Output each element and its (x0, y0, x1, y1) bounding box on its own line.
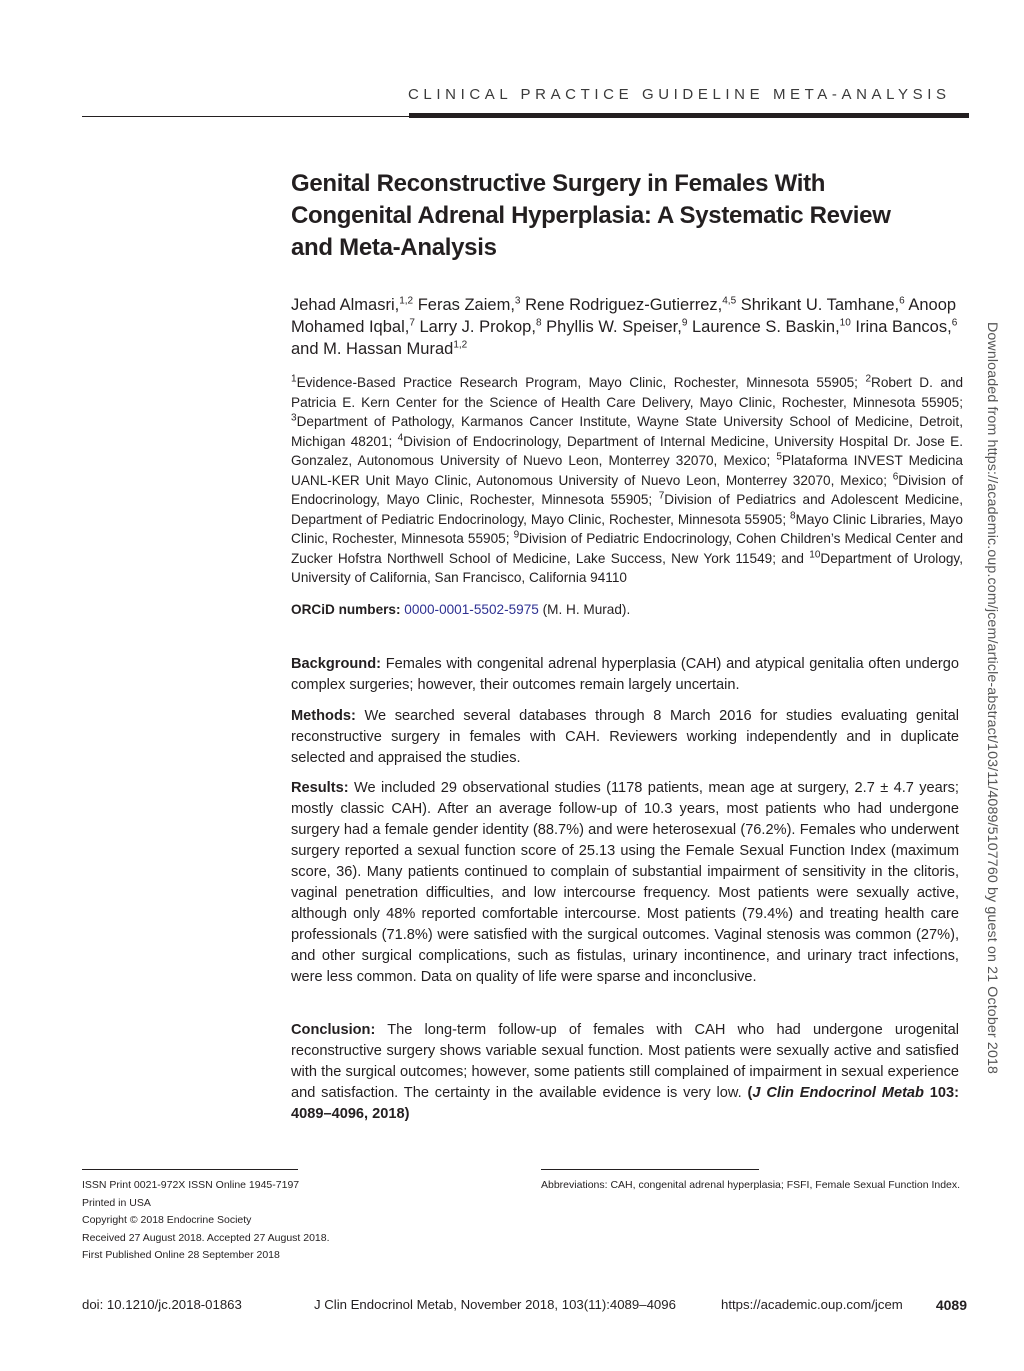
author-list (291, 294, 981, 360)
footnote-rule (541, 1169, 759, 1170)
author: Larry J. Prokop,$^8$ (419, 317, 542, 336)
abbreviations-note: Abbreviations: CAH, congenital adrenal hyperplasia; FSFI, Female Sexual Function Index. (541, 1179, 961, 1191)
printed-line: Printed in USA (82, 1196, 151, 1209)
journal-citation: J Clin Endocrinol Metab, November 2018, 103(11):4089–4096 (314, 1297, 676, 1312)
author: Shrikant U. Tamhane,$^6$ (740, 295, 905, 314)
author: Irina Bancos,$^6$ (855, 317, 958, 336)
author: Jehad Almasri,$^{1,2}$ (291, 295, 414, 314)
publication-info (82, 1177, 502, 1265)
header-rule-thin (82, 116, 409, 117)
download-sidebar (976, 322, 1006, 1075)
author: Anoop Mohamed Iqbal,$^7$ (291, 296, 957, 336)
header-rule-thick (409, 113, 969, 118)
issn-line: ISSN Print 0021-972X ISSN Online 1945-7197 (82, 1179, 300, 1191)
abstract-methods: Methods: We searched several databases through 8 March 2016 for studies evaluating genital reconstructive surgery in females with CAH. Reviewers working independently and in duplicate selected and appraised the studies. (291, 708, 959, 766)
page-footer (82, 1297, 967, 1317)
footnote-rule (82, 1169, 298, 1170)
section-label: CLINICAL PRACTICE GUIDELINE META-ANALYSIS (408, 86, 951, 103)
abstract-background: Background: Females with congenital adrenal hyperplasia (CAH) and atypical genitalia often undergo complex surgeries; however, their outcomes remain largely uncertain. (291, 656, 959, 693)
article-title: Genital Reconstructive Surgery in Females With Congenital Adrenal Hyperplasia: A Systematic Review and Meta-Analysis (291, 170, 891, 261)
orcid-owner: (M. H. Murad). (542, 602, 631, 617)
copyright-line: Copyright © 2018 Endocrine Society (82, 1214, 252, 1226)
published-line: First Published Online 28 September 2018 (82, 1249, 280, 1261)
abstract-results: Results: We included 29 observational studies (1178 patients, mean age at surgery, 2.7 ± 4.7 years; mostly classic CAH). After an average follow-up of 10.3 years, most patients who had undergone surgery had a female gender identity (88.7%) and were heterosexual (76.2%). Females who underwent surgery reported a sexual function score of 25.13 using the Female Sexual Function Index (maximum score, 36). Many patients continued to complain of substantial impairment of sensitivity in the clitoris, vaginal penetration difficulties, and low intercourse frequency. Most patients were sexually active, although only 48% reported comfortable intercourse. Most patients (79.4%) and treating health care professionals (71.8%) were satisfied with the surgical outcomes. Vaginal stenosis was common (27%), and other surgical complications, such as fistulas, urinary incontinence, and urinary tract infections, were less common. Data on quality of life were sparse and inconclusive. (291, 780, 959, 985)
author: Feras Zaiem,$^3$ (417, 295, 521, 314)
author: Rene Rodriguez-Gutierrez,$^{4,5}$ (525, 295, 737, 314)
affiliations: $^1$Evidence-Based Practice Research Program, Mayo Clinic, Rochester, Minnesota 55905; $^2$Robert D. and Patricia E. Kern Center for the Science of Health Care Delivery, Mayo Clinic, Rochester, Minnesota 55905; $^3$Department of Pathology, Karmanos Cancer Institute, Wayne State University School of Medicine, Detroit, Michigan 48201; $^4$Division of Endocrinology, Department of Internal Medicine, University Hospital Dr. Jose E. Gonzalez, Autonomous University of Nuevo Leon, Monterrey 32070, Mexico; $^5$Plataforma INVEST Medicina UANL-KER Unit Mayo Clinic, Autonomous University of Nuevo Leon, Monterrey 32070, Mexico; $^6$Division of Endocrinology, Mayo Clinic, Rochester, Minnesota 55905; $^7$Division of Pediatrics and Adolescent Medicine, Department of Pediatric Endocrinology, Mayo Clinic, Rochester, Minnesota 55905; $^8$Mayo Clinic Libraries, Mayo Clinic, Rochester, Minnesota 55905; $^9$Division of Pediatric Endocrinology, Cohen Children’s Medical Center and Zucker Hofstra Northwell School of Medicine, Lake Success, New York 11549; and $^{10}$Department of Urology, University of California, San Francisco, California 94110 (291, 373, 963, 585)
received-line: Received 27 August 2018. Accepted 27 August 2018. (82, 1231, 330, 1244)
abstract-conclusion: Conclusion: The long-term follow-up of females with CAH who had undergone urogenital reconstructive surgery shows variable sexual function. Most patients were sexually active and satisfied with the surgical outcomes; however, some patients still complained of impairment in sexual experience and satisfaction. The certainty in the available evidence is very low. (J Clin Endocrinol Metab 103: 4089–4096, 2018) (291, 1022, 960, 1122)
download-note: Downloaded from https://academic.oup.com/jcem/article-abstract/103/11/4089/5107760 by guest on 21 October 2018 (984, 322, 1000, 1075)
orcid-link[interactable]: 0000-0001-5502-5975 (404, 602, 539, 617)
doi-link[interactable]: doi: 10.1210/jc.2018-01863 (82, 1297, 242, 1312)
citation: (J Clin Endocrinol Metab 103: 4089–4096, 2018) (291, 1085, 960, 1122)
page-number: 4089 (935, 1297, 967, 1313)
orcid-label: ORCiD numbers: (291, 602, 401, 617)
author: Phyllis W. Speiser,$^9$ (546, 317, 688, 336)
author: and M. Hassan Murad$^{1,2}$ (291, 339, 468, 358)
orcid-line (291, 600, 963, 619)
journal-url-link[interactable]: https://academic.oup.com/jcem (721, 1297, 903, 1312)
author: Laurence S. Baskin,$^{10}$ (691, 317, 851, 336)
